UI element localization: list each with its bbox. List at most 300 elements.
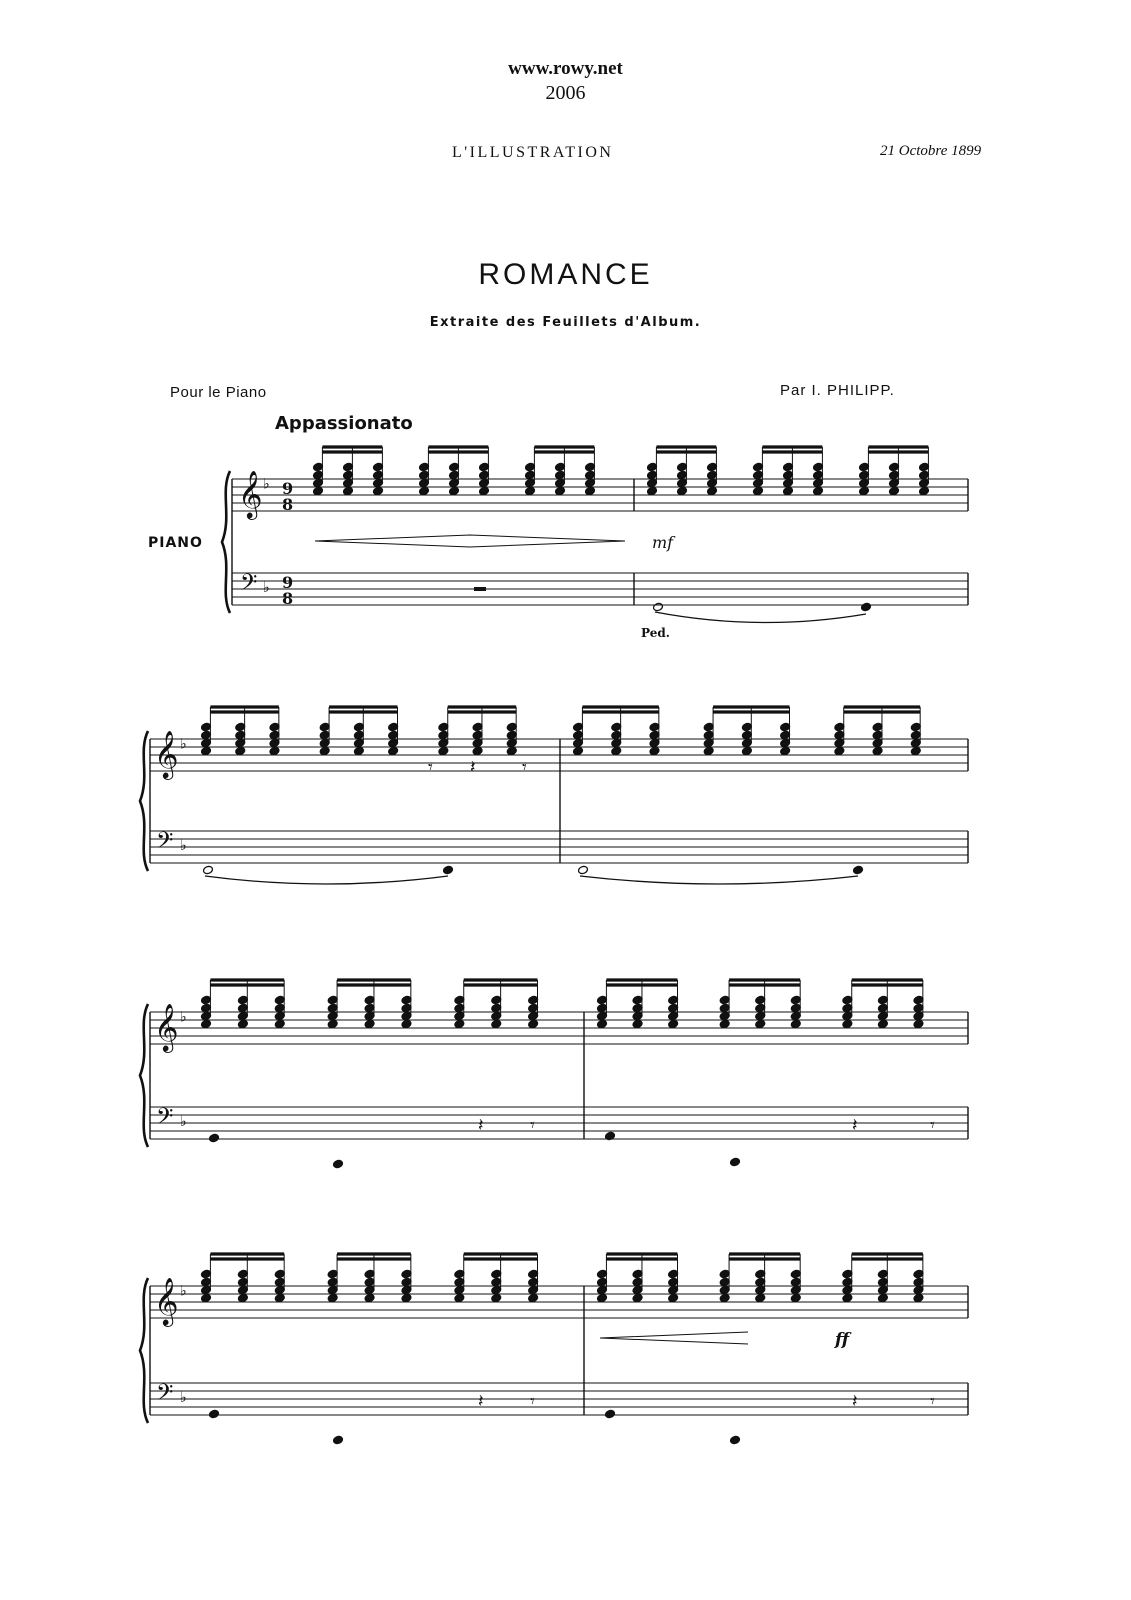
note-head (364, 995, 375, 1005)
note-head (872, 722, 883, 732)
note-head (632, 1293, 643, 1303)
note-head (913, 1011, 924, 1021)
note-head (813, 486, 824, 496)
note-head (274, 1003, 285, 1013)
note-head (872, 730, 883, 740)
note-head (401, 1285, 412, 1295)
note-head (479, 462, 490, 472)
note-head (707, 470, 718, 480)
time-sig-numerator: 9 (282, 479, 294, 499)
note-head (343, 470, 354, 480)
note-head (632, 1285, 643, 1295)
note-head (274, 1293, 285, 1303)
note-head (364, 1003, 375, 1013)
note-head (491, 1293, 502, 1303)
note-head (755, 1019, 766, 1029)
note-head (401, 1003, 412, 1013)
note-head (364, 1269, 375, 1279)
note-head (668, 1293, 679, 1303)
note-head (201, 738, 212, 748)
note-head (597, 1277, 608, 1287)
composer-label: Par I. PHILIPP. (780, 382, 895, 399)
note-head (877, 1003, 888, 1013)
note-head (438, 730, 449, 740)
note-head (703, 722, 714, 732)
note-head (813, 478, 824, 488)
note-head (913, 1293, 924, 1303)
note-head (327, 1269, 338, 1279)
note-head (597, 1003, 608, 1013)
note-head (913, 1003, 924, 1013)
note-head (364, 1277, 375, 1287)
note-head (555, 462, 566, 472)
note-head (755, 995, 766, 1005)
eighth-rest: 𝄾 (930, 1391, 935, 1412)
note-head (573, 738, 584, 748)
note-head (235, 738, 246, 748)
note-head (910, 746, 921, 756)
note-head (834, 746, 845, 756)
note-head (201, 1011, 212, 1021)
note-head (313, 470, 324, 480)
note-head (597, 1293, 608, 1303)
note-head (454, 1293, 465, 1303)
note-head (842, 1019, 853, 1029)
note-head (668, 1269, 679, 1279)
bass-note (605, 1409, 616, 1419)
note-head (834, 730, 845, 740)
note-head (274, 1277, 285, 1287)
note-head (783, 478, 794, 488)
note-head (632, 1269, 643, 1279)
note-head (813, 470, 824, 480)
note-head (201, 1019, 212, 1029)
note-head (719, 1011, 730, 1021)
note-head (528, 995, 539, 1005)
note-head (364, 1019, 375, 1029)
note-head (438, 738, 449, 748)
note-head (235, 722, 246, 732)
tempo-marking: Appassionato (275, 413, 413, 434)
note-head (859, 478, 870, 488)
note-head (555, 486, 566, 496)
note-head (449, 478, 460, 488)
note-head (438, 746, 449, 756)
note-head (719, 1277, 730, 1287)
note-head (472, 738, 483, 748)
quarter-rest: 𝄽 (478, 1115, 484, 1136)
part-label: PIANO (148, 535, 203, 551)
note-head (388, 738, 399, 748)
note-head (877, 1293, 888, 1303)
bass-clef: 𝄢 (240, 569, 258, 601)
instrument-label: Pour le Piano (170, 384, 267, 401)
note-head (201, 1277, 212, 1287)
note-head (491, 1277, 502, 1287)
note-head (842, 1277, 853, 1287)
time-sig-denominator: 8 (282, 495, 294, 515)
note-head (632, 1019, 643, 1029)
note-head (491, 1011, 502, 1021)
note-head (842, 1011, 853, 1021)
note-head (274, 1011, 285, 1021)
note-head (632, 1003, 643, 1013)
bass-note (730, 1435, 741, 1445)
note-head (913, 1277, 924, 1287)
bass-note (209, 1409, 220, 1419)
note-head (237, 1269, 248, 1279)
note-head (449, 486, 460, 496)
dynamic-mf: mf (652, 533, 674, 552)
note-head (859, 462, 870, 472)
note-head (790, 1293, 801, 1303)
note-head (790, 1011, 801, 1021)
note-head (783, 470, 794, 480)
note-head (201, 746, 212, 756)
brace (140, 1004, 148, 1147)
hairpin (315, 535, 625, 547)
note-head (573, 722, 584, 732)
note-head (313, 462, 324, 472)
note-head (479, 470, 490, 480)
quarter-rest: 𝄽 (470, 757, 476, 778)
note-head (719, 995, 730, 1005)
note-head (528, 1019, 539, 1029)
publication-date: 21 Octobre 1899 (880, 143, 982, 159)
note-head (677, 462, 688, 472)
bass-note (853, 865, 864, 875)
note-head (703, 730, 714, 740)
pedal-marking: Ped. (641, 626, 670, 640)
bass-note (861, 602, 872, 612)
note-head (401, 995, 412, 1005)
note-head (780, 738, 791, 748)
note-head (274, 1269, 285, 1279)
note-head (707, 486, 718, 496)
note-head (611, 746, 622, 756)
note-head (454, 1011, 465, 1021)
brace (140, 1278, 148, 1423)
note-head (668, 1277, 679, 1287)
note-head (237, 1293, 248, 1303)
note-head (419, 470, 430, 480)
note-head (597, 1011, 608, 1021)
note-head (454, 1003, 465, 1013)
note-head (719, 1285, 730, 1295)
note-head (319, 738, 330, 748)
time-sig-numerator: 9 (282, 573, 294, 593)
eighth-rest: 𝄾 (522, 757, 527, 778)
note-head (780, 722, 791, 732)
bass-clef: 𝄢 (156, 827, 174, 859)
note-head (401, 1277, 412, 1287)
note-head (454, 1269, 465, 1279)
site-url: www.rowy.net (508, 58, 623, 79)
note-head (919, 470, 930, 480)
note-head (235, 746, 246, 756)
note-head (269, 738, 280, 748)
bass-note (443, 865, 454, 875)
slur (580, 876, 858, 884)
note-head (237, 995, 248, 1005)
note-head (889, 470, 900, 480)
note-head (755, 1277, 766, 1287)
note-head (783, 486, 794, 496)
note-head (373, 470, 384, 480)
note-head (201, 722, 212, 732)
note-head (913, 995, 924, 1005)
note-head (327, 1003, 338, 1013)
note-head (237, 1285, 248, 1295)
note-head (842, 1285, 853, 1295)
note-head (741, 746, 752, 756)
note-head (755, 1285, 766, 1295)
note-head (528, 1003, 539, 1013)
time-sig-denominator: 8 (282, 589, 294, 609)
note-head (269, 722, 280, 732)
note-head (472, 730, 483, 740)
note-head (611, 738, 622, 748)
bass-note (333, 1159, 344, 1169)
flat-sign: ♭ (180, 736, 187, 753)
note-head (506, 722, 517, 732)
note-head (597, 1269, 608, 1279)
note-head (585, 462, 596, 472)
bass-clef: 𝄢 (156, 1103, 174, 1135)
note-head (491, 1269, 502, 1279)
note-head (491, 1003, 502, 1013)
note-head (201, 1285, 212, 1295)
note-head (913, 1019, 924, 1029)
note-head (910, 730, 921, 740)
note-head (388, 722, 399, 732)
note-head (647, 470, 658, 480)
note-head (525, 486, 536, 496)
note-head (842, 1293, 853, 1303)
note-head (842, 995, 853, 1005)
note-head (506, 738, 517, 748)
page-title: ROMANCE (478, 258, 653, 291)
note-head (438, 722, 449, 732)
note-head (201, 995, 212, 1005)
note-head (353, 722, 364, 732)
note-head (632, 1011, 643, 1021)
note-head (719, 1293, 730, 1303)
note-head (237, 1011, 248, 1021)
note-head (755, 1293, 766, 1303)
note-head (373, 478, 384, 488)
note-head (755, 1011, 766, 1021)
note-head (401, 1019, 412, 1029)
note-head (472, 722, 483, 732)
note-head (741, 738, 752, 748)
note-head (910, 722, 921, 732)
note-head (319, 722, 330, 732)
note-head (313, 478, 324, 488)
note-head (555, 470, 566, 480)
note-head (611, 722, 622, 732)
brace (222, 471, 230, 613)
note-head (649, 738, 660, 748)
subtitle: Extraite des Feuillets d'Album. (429, 315, 702, 330)
note-head (707, 462, 718, 472)
note-head (401, 1011, 412, 1021)
note-head (313, 486, 324, 496)
quarter-rest: 𝄽 (852, 1115, 858, 1136)
note-head (668, 1011, 679, 1021)
eighth-rest: 𝄾 (530, 1115, 535, 1136)
note-head (237, 1019, 248, 1029)
bass-note (730, 1157, 741, 1167)
note-head (319, 746, 330, 756)
note-head (755, 1269, 766, 1279)
note-head (703, 746, 714, 756)
note-head (859, 470, 870, 480)
note-head (859, 486, 870, 496)
note-head (525, 462, 536, 472)
note-head (274, 995, 285, 1005)
note-head (780, 746, 791, 756)
note-head (269, 746, 280, 756)
note-head (783, 462, 794, 472)
quarter-rest: 𝄽 (852, 1391, 858, 1412)
note-head (419, 478, 430, 488)
note-head (877, 1285, 888, 1295)
note-head (913, 1285, 924, 1295)
note-head (741, 722, 752, 732)
note-head (611, 730, 622, 740)
note-head (201, 1003, 212, 1013)
dynamic-ff: ff (835, 1330, 850, 1350)
slur (655, 612, 866, 623)
note-head (528, 1011, 539, 1021)
note-head (274, 1285, 285, 1295)
note-head (419, 462, 430, 472)
note-head (454, 1285, 465, 1295)
note-head (525, 470, 536, 480)
note-head (237, 1003, 248, 1013)
quarter-rest: 𝄽 (478, 1391, 484, 1412)
whole-rest (474, 587, 486, 591)
note-head (364, 1293, 375, 1303)
note-head (919, 486, 930, 496)
note-head (506, 746, 517, 756)
note-head (491, 995, 502, 1005)
note-head (327, 995, 338, 1005)
note-head (647, 462, 658, 472)
note-head (388, 746, 399, 756)
note-head (703, 738, 714, 748)
note-head (780, 730, 791, 740)
note-head (753, 470, 764, 480)
note-head (813, 462, 824, 472)
note-head (343, 462, 354, 472)
note-head (647, 478, 658, 488)
note-head (454, 995, 465, 1005)
note-head (790, 1277, 801, 1287)
note-head (889, 462, 900, 472)
bass-note (578, 865, 589, 875)
note-head (668, 1285, 679, 1295)
note-head (910, 738, 921, 748)
note-head (919, 462, 930, 472)
note-head (877, 1269, 888, 1279)
note-head (597, 1019, 608, 1029)
note-head (364, 1011, 375, 1021)
note-head (707, 478, 718, 488)
note-head (889, 486, 900, 496)
flat-sign: ♭ (180, 1390, 187, 1407)
note-head (834, 722, 845, 732)
treble-clef: 𝄞 (154, 1275, 179, 1325)
note-head (201, 730, 212, 740)
note-head (373, 462, 384, 472)
year: 2006 (545, 82, 586, 104)
note-head (274, 1019, 285, 1029)
note-head (649, 722, 660, 732)
note-head (573, 730, 584, 740)
crescendo-hairpin (600, 1332, 748, 1344)
note-head (719, 1003, 730, 1013)
note-head (597, 995, 608, 1005)
note-head (449, 462, 460, 472)
note-head (668, 995, 679, 1005)
note-head (585, 478, 596, 488)
note-head (528, 1269, 539, 1279)
note-head (872, 746, 883, 756)
note-head (877, 995, 888, 1005)
note-head (790, 1269, 801, 1279)
note-head (319, 730, 330, 740)
note-head (677, 478, 688, 488)
note-head (889, 478, 900, 488)
bass-note (653, 602, 664, 612)
note-head (842, 1269, 853, 1279)
note-head (913, 1269, 924, 1279)
note-head (401, 1269, 412, 1279)
slur (205, 876, 448, 884)
note-head (327, 1285, 338, 1295)
note-head (877, 1277, 888, 1287)
journal-name: L'ILLUSTRATION (452, 144, 614, 161)
flat-sign: ♭ (180, 1283, 187, 1300)
note-head (364, 1285, 375, 1295)
flat-sign: ♭ (180, 838, 187, 855)
note-head (632, 995, 643, 1005)
note-head (668, 1003, 679, 1013)
note-head (479, 486, 490, 496)
flat-sign: ♭ (263, 476, 270, 493)
note-head (753, 486, 764, 496)
note-head (585, 486, 596, 496)
note-head (419, 486, 430, 496)
note-head (585, 470, 596, 480)
note-head (327, 1011, 338, 1021)
eighth-rest: 𝄾 (428, 757, 433, 778)
note-head (353, 738, 364, 748)
bass-note (209, 1133, 220, 1143)
note-head (528, 1293, 539, 1303)
note-head (677, 470, 688, 480)
note-head (353, 730, 364, 740)
note-head (353, 746, 364, 756)
bass-note (203, 865, 214, 875)
note-head (790, 1003, 801, 1013)
note-head (388, 730, 399, 740)
note-head (343, 478, 354, 488)
bass-clef: 𝄢 (156, 1379, 174, 1411)
note-head (753, 478, 764, 488)
